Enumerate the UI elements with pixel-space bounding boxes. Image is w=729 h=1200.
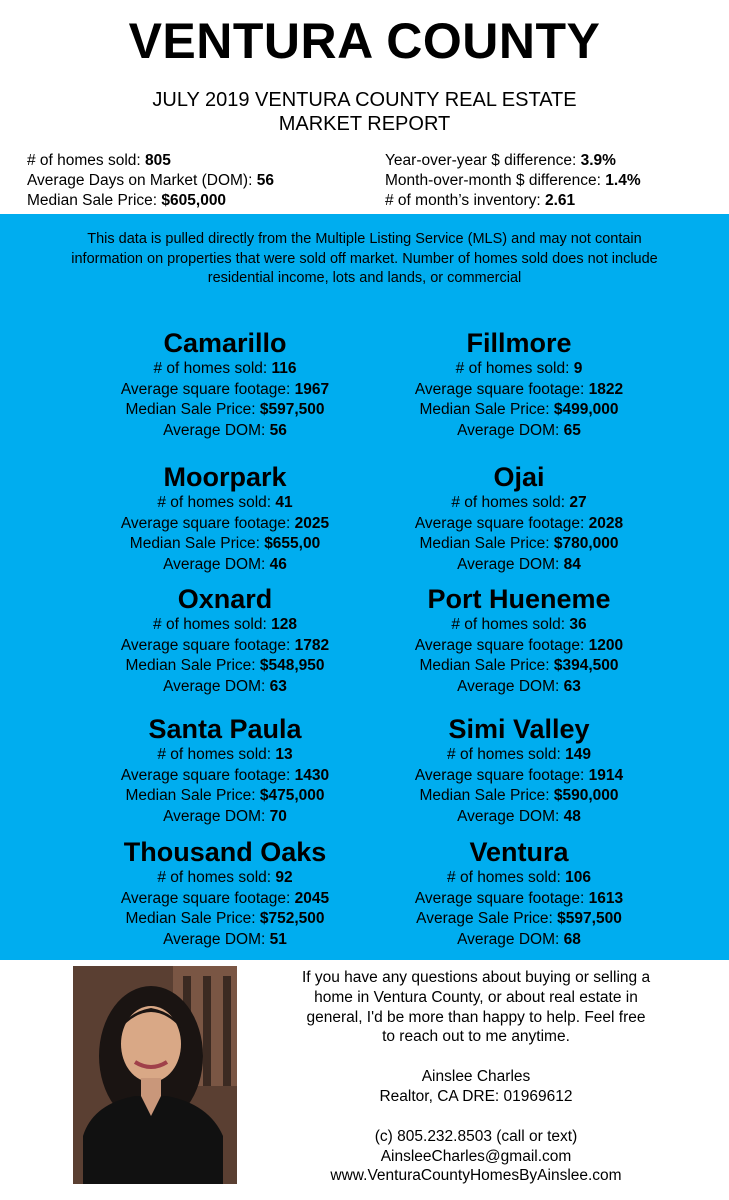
city-square-footage: Average square footage: 1430 [120,766,330,784]
city-homes-sold: # of homes sold: 9 [455,360,583,377]
city-sale-price: Median Sale Price: $499,000 [419,401,619,418]
city-average-dom: Average DOM: 51 [163,930,287,948]
city-homes-sold: # of homes sold: 27 [451,494,587,511]
city-homes-sold: # of homes sold: 41 [157,494,293,511]
city-sale-price: Median Sale Price: $780,000 [419,535,619,552]
stat-row: Median Sale Price: $605,000 [27,192,227,209]
summary-stats-right [385,151,641,211]
city-name: Oxnard [177,584,273,614]
city-sale-price: Median Sale Price: $394,500 [419,657,619,674]
stat-row: # of homes sold: 805 [27,152,171,169]
stat-value: 2.61 [544,192,576,209]
contact-message: home in Ventura County, or about real estate in [314,988,638,1006]
city-sale-price: Median Sale Price: $475,000 [125,787,325,804]
city-sale-price: Median Sale Price: $752,500 [125,910,325,927]
city-square-footage: Average square footage: 2045 [120,889,330,907]
city-square-footage: Average square footage: 1613 [414,889,624,907]
contact-message: If you have any questions about buying or selling a [301,969,651,986]
city-homes-sold: # of homes sold: 92 [157,869,293,886]
stat-row: # of month’s inventory: 2.61 [385,192,576,209]
city-name: Thousand Oaks [123,837,327,867]
stat-row: Year-over-year $ difference: 3.9% [385,152,616,169]
city-square-footage: Average square footage: 1914 [414,766,624,784]
city-name: Santa Paula [148,714,302,744]
city-average-dom: Average DOM: 65 [457,421,581,439]
report-subtitle [0,88,729,136]
city-average-dom: Average DOM: 70 [163,807,287,825]
city-name: Ojai [493,462,545,492]
city-homes-sold: # of homes sold: 149 [447,746,591,763]
stat-row: Month-over-month $ difference: 1.4% [385,172,641,189]
stat-row: Average Days on Market (DOM): 56 [27,172,274,189]
agent-email: AinsleeCharles@gmail.com [380,1147,572,1165]
city-sale-price: Median Sale Price: $597,500 [125,401,325,418]
agent-phone: (c) 805.232.8503 (call or text) [374,1127,578,1145]
city-sale-price: Median Sale Price: $590,000 [419,787,619,804]
city-homes-sold: # of homes sold: 106 [447,869,591,886]
stat-value: 56 [256,172,274,189]
stat-value: 1.4% [605,172,641,189]
city-square-footage: Average square footage: 1200 [414,636,624,654]
city-average-dom: Average DOM: 84 [457,555,581,573]
stat-value: 3.9% [580,152,616,169]
agent-name: Ainslee Charles [421,1068,531,1086]
city-name: Simi Valley [448,714,590,744]
city-homes-sold: # of homes sold: 128 [153,616,297,633]
report-title: VENTURA COUNTY [128,13,601,69]
summary-stats-left [27,151,274,211]
city-average-dom: Average DOM: 56 [163,421,287,439]
city-homes-sold: # of homes sold: 116 [153,360,297,377]
city-homes-sold: # of homes sold: 13 [157,746,293,763]
city-average-dom: Average DOM: 63 [163,677,287,695]
city-square-footage: Average square footage: 2028 [414,514,624,532]
city-block [339,837,699,950]
agent-license: Realtor, CA DRE: 01969612 [379,1087,573,1105]
subtitle-line: MARKET REPORT [278,113,451,135]
city-sale-price: Median Sale Price: $655,00 [129,535,321,552]
city-block [339,462,699,575]
city-name: Fillmore [466,328,572,358]
mls-disclaimer: This data is pulled directly from the Multiple Listing Service (MLS) and may not contain information on properties that were sold off market. Number of homes sold does not include residential income, lots and lands, or commercial [71,231,658,286]
city-average-dom: Average DOM: 68 [457,930,581,948]
city-average-dom: Average DOM: 46 [163,555,287,573]
city-sale-price: Median Sale Price: $548,950 [125,657,325,674]
city-name: Moorpark [163,462,287,492]
contact-message: general, I'd be more than happy to help. Feel free [306,1008,646,1026]
city-square-footage: Average square footage: 1967 [120,380,330,398]
city-name: Ventura [469,837,569,867]
agent-portrait-image [73,966,237,1184]
contact-block [300,968,652,1186]
city-square-footage: Average square footage: 2025 [120,514,330,532]
city-block [339,714,699,827]
city-square-footage: Average square footage: 1782 [120,636,330,654]
city-sale-price: Average Sale Price: $597,500 [416,910,622,927]
city-average-dom: Average DOM: 48 [457,807,581,825]
agent-website: www.VenturaCountyHomesByAinslee.com [330,1167,622,1185]
city-square-footage: Average square footage: 1822 [414,380,624,398]
contact-message: to reach out to me anytime. [382,1028,570,1046]
city-block [339,328,699,441]
city-name: Camarillo [163,328,287,358]
stat-value: 805 [145,152,171,169]
subtitle-line: JULY 2019 VENTURA COUNTY REAL ESTATE [152,89,577,111]
city-stats-panel [0,214,729,960]
city-name: Port Hueneme [427,584,611,614]
city-average-dom: Average DOM: 63 [457,677,581,695]
city-homes-sold: # of homes sold: 36 [451,616,587,633]
stat-value: $605,000 [161,192,227,209]
agent-photo [73,966,237,1184]
city-block [339,584,699,697]
